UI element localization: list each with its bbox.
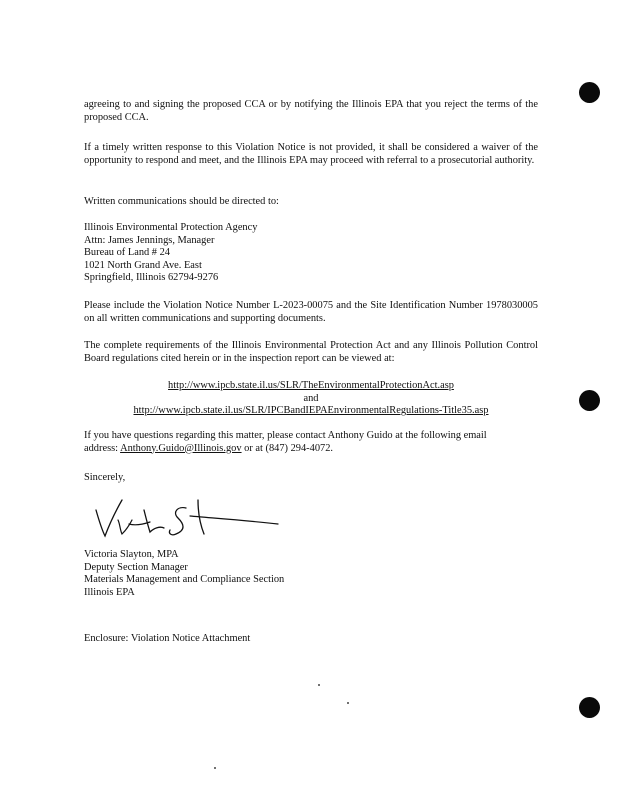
paragraph-include-numbers: Please include the Violation Notice Number L-2023-00075 and the Site Identification Number 1978030005 on all written communications and supporting documents.: [84, 300, 538, 324]
contact-email-link[interactable]: Anthony.Guido@Illinois.gov: [120, 442, 242, 454]
punch-hole-middle: [579, 390, 600, 411]
contact-address-label: address:: [84, 442, 121, 454]
scan-speck: [347, 702, 349, 704]
written-communications-line: Written communications should be directed to:: [84, 196, 279, 207]
address-street: 1021 North Grand Ave. East: [84, 259, 202, 271]
punch-hole-top: [579, 82, 600, 103]
paragraph-cca: agreeing to and signing the proposed CCA or by notifying the Illinois EPA that you reject the terms of the proposed CCA.: [84, 99, 538, 123]
signature-image: [92, 494, 282, 544]
punch-hole-bottom: [579, 697, 600, 718]
signer-agency: Illinois EPA: [84, 586, 135, 598]
address-agency: Illinois Environmental Protection Agency: [84, 222, 258, 233]
links-block: [84, 380, 538, 418]
signer-section: Materials Management and Compliance Section: [84, 574, 285, 585]
paragraph-requirements: The complete requirements of the Illinois Environmental Protection Act and any Illinois Pollution Control Board regulations cited herein or in the inspection report can be viewed at:: [84, 340, 538, 364]
enclosure-line: Enclosure: Violation Notice Attachment: [84, 633, 251, 644]
contact-line-2: [84, 443, 538, 456]
signer-block: [84, 549, 538, 599]
contact-line-1: If you have questions regarding this matter, please contact Anthony Guido at the following email: [84, 430, 487, 441]
link-environmental-protection-act[interactable]: http://www.ipcb.state.il.us/SLR/TheEnvironmentalProtectionAct.asp: [168, 380, 454, 391]
closing: Sincerely,: [84, 472, 126, 483]
paragraph-contact: [84, 430, 538, 455]
address-attn: Attn: James Jennings, Manager: [84, 234, 215, 246]
links-and: and: [303, 392, 319, 404]
link-environmental-regulations[interactable]: http://www.ipcb.state.il.us/SLR/IPCBandIEPAEnvironmentalRegulations-Title35.asp: [133, 405, 489, 416]
scan-speck: [318, 684, 320, 686]
signer-title: Deputy Section Manager: [84, 561, 188, 573]
address-bureau: Bureau of Land # 24: [84, 247, 170, 258]
paragraph-waiver: If a timely written response to this Violation Notice is not provided, it shall be considered a waiver of the opportunity to respond and meet, and the Illinois EPA may proceed with referral to a prosecutorial authority.: [84, 142, 538, 166]
signer-name: Victoria Slayton, MPA: [84, 549, 179, 560]
address-city: Springfield, Illinois 62794-9276: [84, 272, 219, 283]
scan-speck: [214, 767, 216, 769]
contact-phone: or at (847) 294-4072.: [241, 442, 334, 454]
mailing-address: [84, 222, 538, 285]
